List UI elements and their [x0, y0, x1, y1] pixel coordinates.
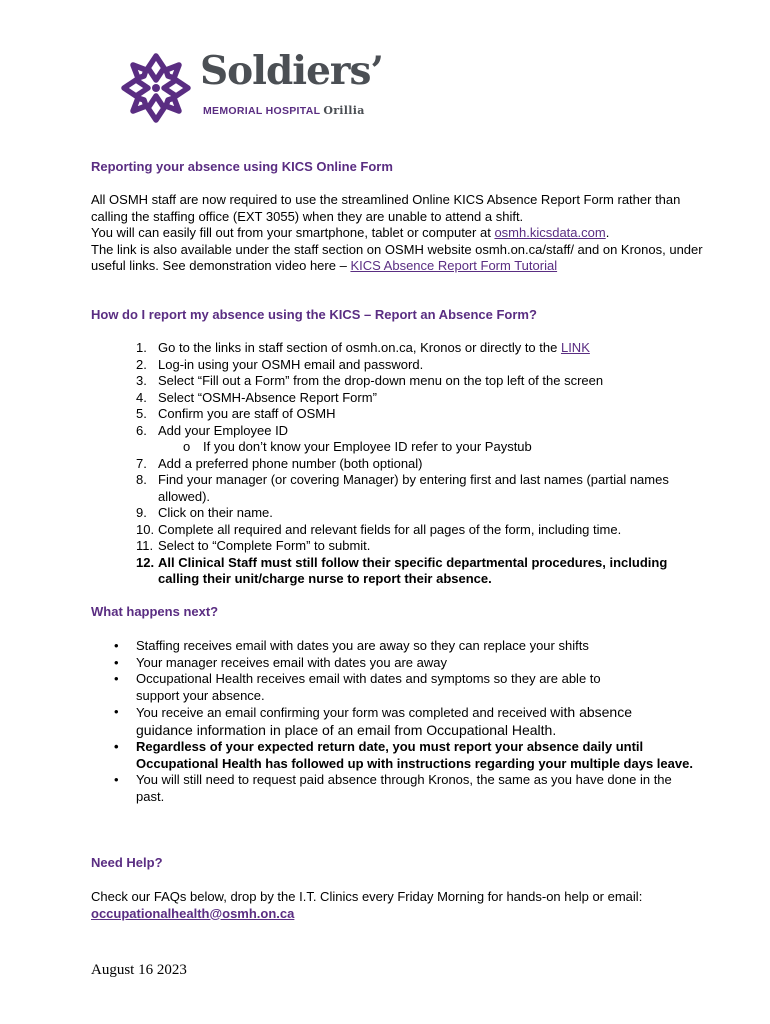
logo-subtitle-city: Orillia: [323, 104, 365, 117]
list-item: 1. Go to the links in staff section of osmh.on.ca, Kronos or directly to the LINK: [136, 340, 590, 355]
list-item: 12. All Clinical Staff must still follow their specific departmental procedures, including calling their unit/charge nurse to report their absence.: [136, 554, 668, 586]
list-item: 8. Find your manager (or covering Manager) by entering first and last names (partial names allowed).: [136, 472, 669, 504]
email-link[interactable]: occupationalhealth@osmh.on.ca: [91, 905, 295, 921]
next-steps-list: [114, 638, 694, 805]
list-item: • Regardless of your expected return date, you must report your absence daily until Occupational Health has followed up with instructions regarding your multiple days leave.: [114, 739, 693, 771]
sub-list-item: o If you don’t know your Employee ID refer to your Paystub: [183, 439, 532, 454]
logo-wordmark: Soldiers’: [200, 48, 383, 94]
section-heading-how-to: How do I report my absence using the KICS – Report an Absence Form?: [91, 307, 537, 322]
section-heading-help: Need Help?: [91, 855, 163, 870]
list-item: • Occupational Health receives email with dates and symptoms so they are able to support your absence.: [114, 671, 601, 703]
list-item: • Your manager receives email with dates you are away: [114, 654, 447, 670]
list-item: 7. Add a preferred phone number (both optional): [136, 455, 423, 471]
list-item: • You receive an email confirming your form was completed and received with absence guidance information in place of an email from Occupational Health.: [114, 704, 632, 738]
list-item: 5. Confirm you are staff of OSMH: [136, 406, 336, 421]
staff-link[interactable]: LINK: [560, 340, 590, 355]
list-item: 10. Complete all required and relevant fields for all pages of the form, including time.: [136, 521, 622, 537]
list-item: 11. Select to “Complete Form” to submit.: [136, 538, 371, 553]
tutorial-link[interactable]: KICS Absence Report Form Tutorial: [350, 258, 558, 273]
list-item: 9. Click on their name.: [136, 505, 273, 520]
help-text: Check our FAQs below, drop by the I.T. Clinics every Friday Morning for hands-on help or email:: [91, 889, 643, 904]
document-date: August 16 2023: [91, 962, 187, 978]
steps-list: [136, 340, 676, 588]
intro-line-1: All OSMH staff are now required to use the streamlined Online KICS Absence Report Form rather than calling the staffing office (EXT 3055) when they are unable to attend a shift.: [91, 192, 681, 224]
kicsdata-link[interactable]: osmh.kicsdata.com: [494, 225, 606, 240]
list-item: 4. Select “OSMH-Absence Report Form”: [136, 389, 377, 405]
hospital-logo: [118, 48, 383, 126]
intro-line-3: The link is also available under the staff section on OSMH website osmh.on.ca/staff/ and on Kronos, under useful links. See demonstration video here – KICS Absence Report Form Tutorial: [91, 241, 703, 273]
list-item: 2. Log-in using your OSMH email and password.: [136, 356, 424, 372]
logo-subtitle-main: MEMORIAL HOSPITAL: [203, 105, 321, 117]
list-item: 3. Select “Fill out a Form” from the drop-down menu on the top left of the screen: [136, 373, 604, 388]
list-item: 6. Add your Employee ID: [136, 422, 289, 438]
help-paragraph: [91, 889, 711, 922]
logo-subtitle: [203, 104, 365, 117]
intro-paragraph: [91, 192, 711, 275]
intro-line-2: You will can easily fill out from your smartphone, tablet or computer at osmh.kicsdata.com.: [91, 225, 610, 240]
flower-logo-icon: [118, 50, 194, 126]
list-item: • You will still need to request paid absence through Kronos, the same as you have done in the past.: [114, 772, 672, 804]
section-heading-reporting: Reporting your absence using KICS Online Form: [91, 159, 393, 174]
section-heading-next: What happens next?: [91, 604, 219, 619]
list-item: • Staffing receives email with dates you are away so they can replace your shifts: [114, 638, 589, 653]
